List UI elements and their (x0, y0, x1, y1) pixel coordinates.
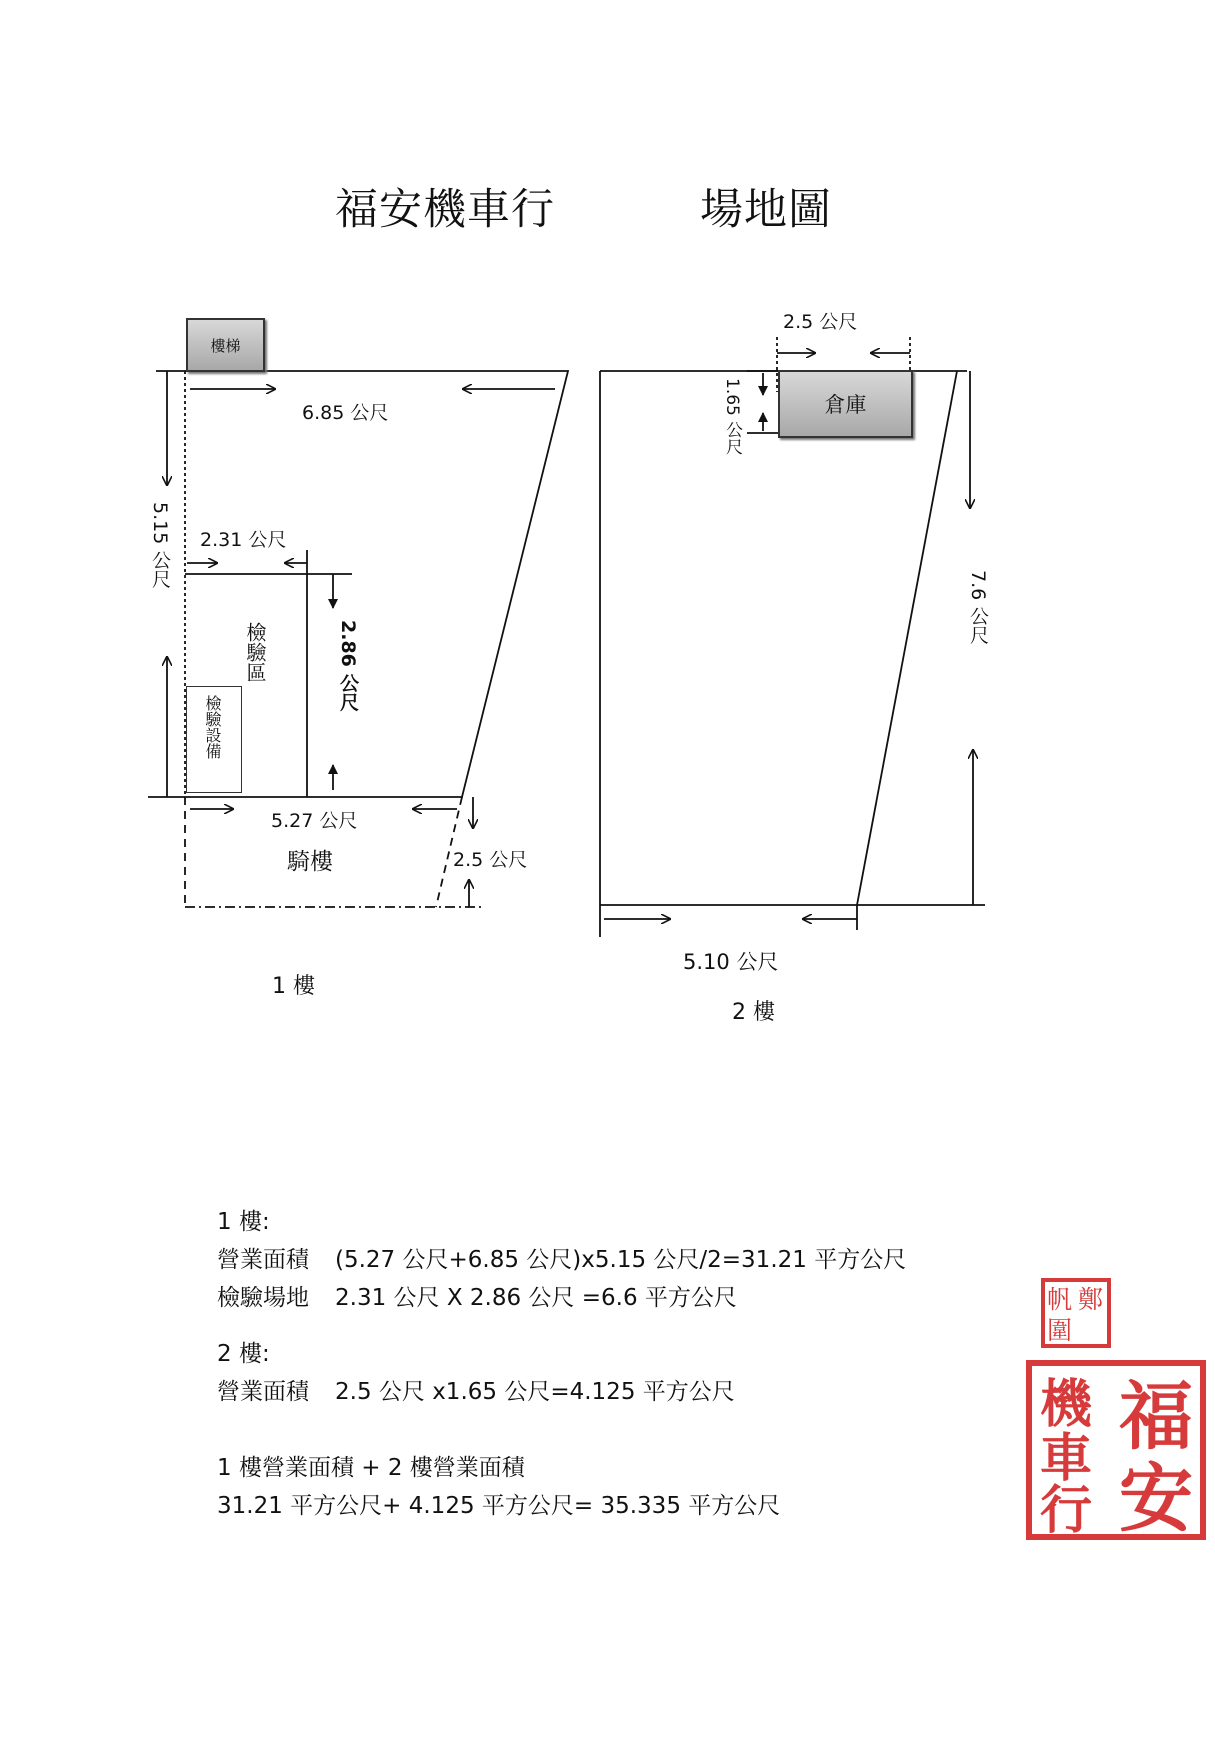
floor2-front-width: 5.10 公尺 (683, 950, 779, 974)
calc-floor2-business-formula: 2.5 公尺 x1.65 公尺=4.125 平方公尺 (335, 1379, 735, 1405)
calc-floor2-business-row (217, 1373, 735, 1406)
calc-floor1-inspection-label: 檢驗場地 (217, 1285, 309, 1311)
storage-width: 2.5 公尺 (783, 311, 858, 333)
storage-depth: 1.65 公尺 (722, 378, 742, 456)
calc-total-formula: 31.21 平方公尺+ 4.125 平方公尺= 35.335 平方公尺 (217, 1493, 781, 1519)
storage-label: 倉庫 (824, 393, 867, 417)
svg-text:鄭: 鄭 (1078, 1285, 1104, 1314)
floor2-depth: 7.6 公尺 (967, 570, 989, 645)
svg-text:帆: 帆 (1047, 1285, 1073, 1314)
storage-box (778, 370, 913, 438)
svg-text:機: 機 (1040, 1374, 1093, 1435)
svg-text:圍: 圍 (1047, 1316, 1073, 1345)
calc-floor1-business-row (217, 1241, 906, 1274)
svg-text:安: 安 (1119, 1456, 1193, 1540)
inspection-width: 2.31 公尺 (200, 529, 287, 551)
floor1-top-width: 6.85 公尺 (302, 402, 389, 424)
inspection-equipment-box (186, 686, 242, 793)
calc-total-label: 1 樓營業面積 + 2 樓營業面積 (217, 1455, 525, 1481)
shop-name: 福安機車行 (335, 185, 555, 235)
calc-floor1-heading: 1 樓: (217, 1209, 270, 1235)
floor1-label: 1 樓 (272, 974, 315, 999)
document-title: 場地圖 (700, 185, 832, 235)
arcade-depth: 2.5 公尺 (453, 849, 528, 871)
calc-floor1-inspection-row (217, 1279, 737, 1312)
calc-floor1-business-formula: (5.27 公尺+6.85 公尺)x5.15 公尺/2=31.21 平方公尺 (335, 1247, 907, 1273)
stairs-label: 樓梯 (210, 336, 241, 355)
arcade-label: 騎樓 (287, 849, 333, 875)
floor1-front-width: 5.27 公尺 (271, 810, 358, 832)
calc-floor1-business-label: 營業面積 (217, 1247, 309, 1273)
svg-text:車: 車 (1040, 1428, 1093, 1489)
floor1-depth: 5.15 公尺 (149, 502, 171, 589)
svg-text:行: 行 (1040, 1480, 1093, 1540)
inspection-area-label: 檢驗區 (243, 622, 267, 682)
calc-floor2-heading: 2 樓: (217, 1341, 270, 1367)
calc-floor2-business-label: 營業面積 (217, 1379, 309, 1405)
small-seal-stamp (1040, 1277, 1112, 1349)
svg-text:福: 福 (1119, 1374, 1193, 1460)
inspection-depth: 2.86 公尺 (337, 620, 359, 712)
floor2-slant-wall (857, 371, 957, 905)
inspection-equipment-label: 檢驗設備 (203, 695, 222, 759)
floor2-label: 2 樓 (732, 1000, 775, 1025)
stairs-box (186, 318, 265, 372)
calc-floor1-inspection-formula: 2.31 公尺 X 2.86 公尺 =6.6 平方公尺 (335, 1285, 737, 1311)
large-seal-stamp (1026, 1360, 1206, 1540)
